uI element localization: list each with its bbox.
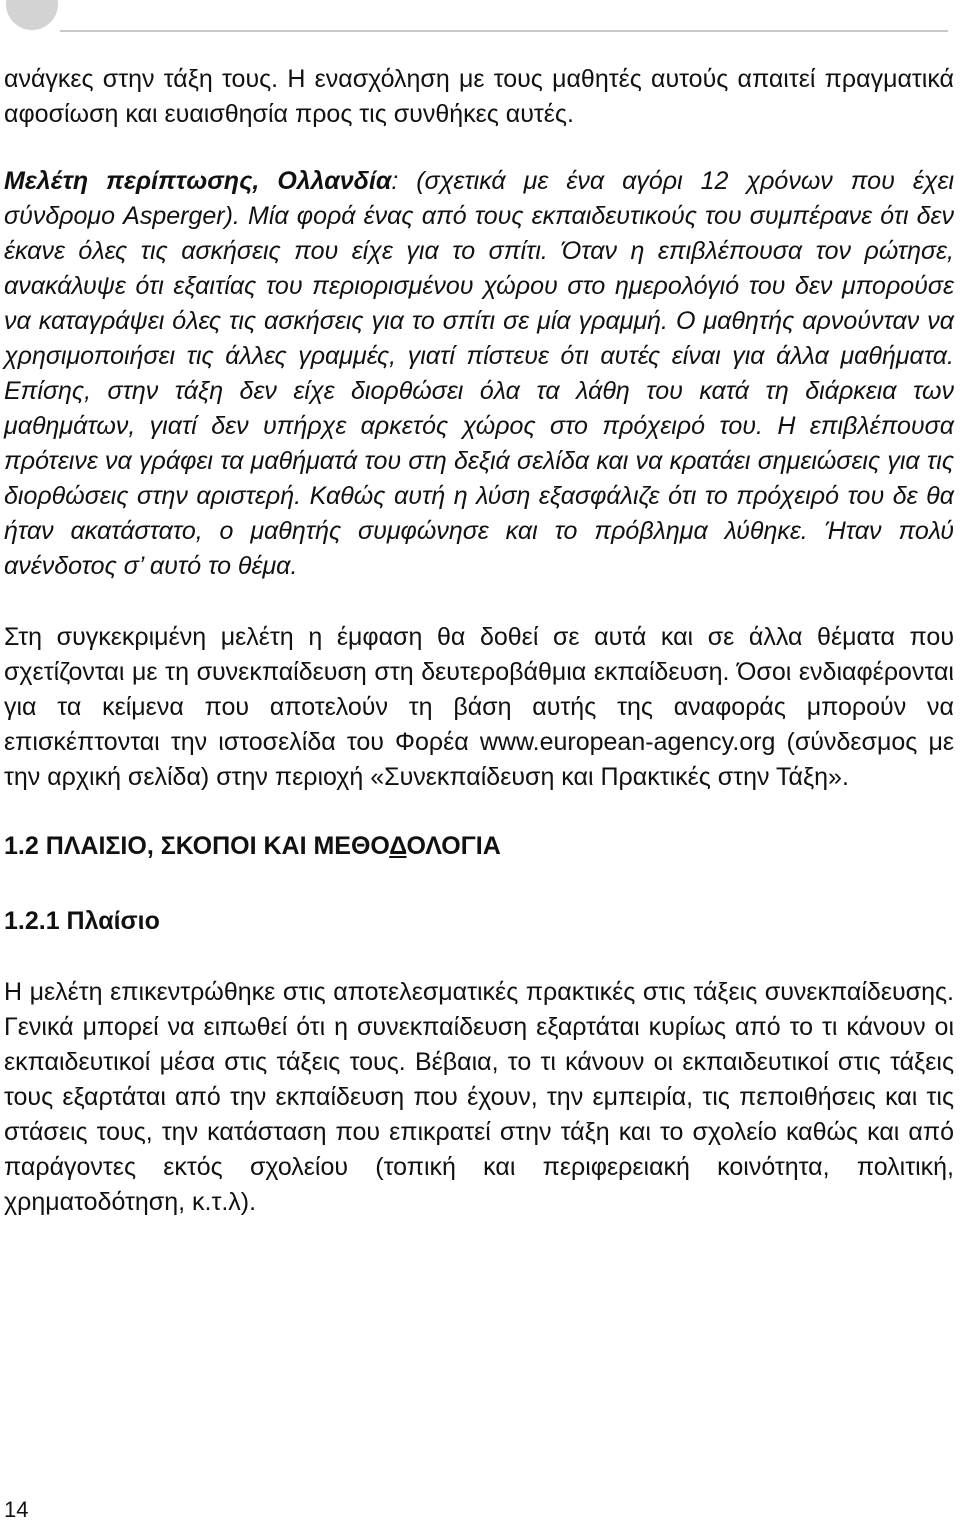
subsection-heading: 1.2.1 Πλαίσιο [4, 907, 160, 935]
page-number: 14 [4, 1497, 29, 1522]
paragraph-continuation: ανάγκες στην τάξη τους. Η ενασχόληση με τους μαθητές αυτούς απαιτεί πραγματικά αφοσίωση και ευαισθησία προς τις συνθήκες αυτές. [4, 65, 954, 128]
case-study-body: : (σχετικά με ένα αγόρι 12 χρόνων που έχει σύνδρομο Asperger). Μία φορά ένας από τους εκπαιδευτικούς του συμπέρανε ότι δεν έκανε όλες τις ασκήσεις που είχε για το σπίτι. Όταν η επιβλέπουσα τον ρώτησε, ανακάλυψε ότι εξαιτίας του περιορισμένου χώρου στο ημερολόγιό του δεν μπορούσε να καταγράψει όλες τις ασκήσεις για το σπίτι σε μία γραμμή. Ο μαθητής αρνούνταν να χρησιμοποιήσει τις άλλες γραμμές, γιατί πίστευε ότι αυτές είναι για άλλα μαθήματα. Επίσης, στην τάξη δεν είχε διορθώσει όλα τα λάθη του κατά τη διάρκεια των μαθημάτων, γιατί δεν υπήρχε αρκετός χώρος στο πρόχειρό του. Η επιβλέπουσα πρότεινε να γράφει τα μαθήματά του στη δεξιά σελίδα και να κρατάει σημειώσεις για τις διορθώσεις στην αριστερή. Καθώς αυτή η λύση εξασφάλιζε ότι το πρόχειρό του δε θα ήταν ακατάστατο, ο μαθητής συμφώνησε και το πρόβλημα λύθηκε. Ήταν πολύ ανένδοτος σ’ αυτό το θέμα. [4, 167, 954, 580]
section-heading-suffix: ΟΛΟΓΙΑ [406, 832, 501, 860]
framework-paragraph: Η μελέτη επικεντρώθηκε στις αποτελεσματικές πρακτικές στις τάξεις συνεκπαίδευσης. Γενικά μπορεί να ειπωθεί ότι η συνεκπαίδευση εξαρτάται κυρίως από το τι κάνουν οι εκπαιδευτικοί μέσα στις τάξεις τους. Βέβαια, το τι κάνουν οι εκπαιδευτικοί στις τάξεις τους εξαρτάται από την εκπαίδευση που έχουν, την εμπειρία, τις πεποιθήσεις και τις στάσεις τους, την κατάσταση που επικρατεί στην τάξη και το σχολείο καθώς και από παράγοντες εκτός σχολείου (τοπική και περιφερειακή κοινότητα, πολιτική, χρηματοδότηση, κ.τ.λ). [4, 978, 954, 1216]
section-heading [4, 829, 954, 864]
publisher-logo-icon [6, 0, 58, 30]
header-rule [60, 30, 948, 32]
section-heading-prefix: 1.2 ΠΛΑΙΣΙΟ, ΣΚΟΠΟΙ ΚΑΙ ΜΕΘΟ [4, 832, 390, 860]
section-heading-underlined: Δ [389, 832, 407, 860]
case-study-paragraph [4, 164, 954, 584]
case-study-heading: Μελέτη περίπτωσης, Ολλανδία [4, 167, 392, 195]
page-header [0, 0, 960, 40]
page-body [4, 62, 954, 1220]
emphasis-paragraph: Στη συγκεκριμένη μελέτη η έμφαση θα δοθεί σε αυτά και σε άλλα θέματα που σχετίζονται με τη συνεκπαίδευση στη δευτεροβάθμια εκπαίδευση. Όσοι ενδιαφέρονται για τα κείμενα που αποτελούν τη βάση αυτής της αναφοράς μπορούν να επισκέπτονται την ιστοσελίδα του Φορέα www.european-agency.org (σύνδεσμος με την αρχική σελίδα) στην περιοχή «Συνεκπαίδευση και Πρακτικές στην Τάξη». [4, 623, 954, 791]
